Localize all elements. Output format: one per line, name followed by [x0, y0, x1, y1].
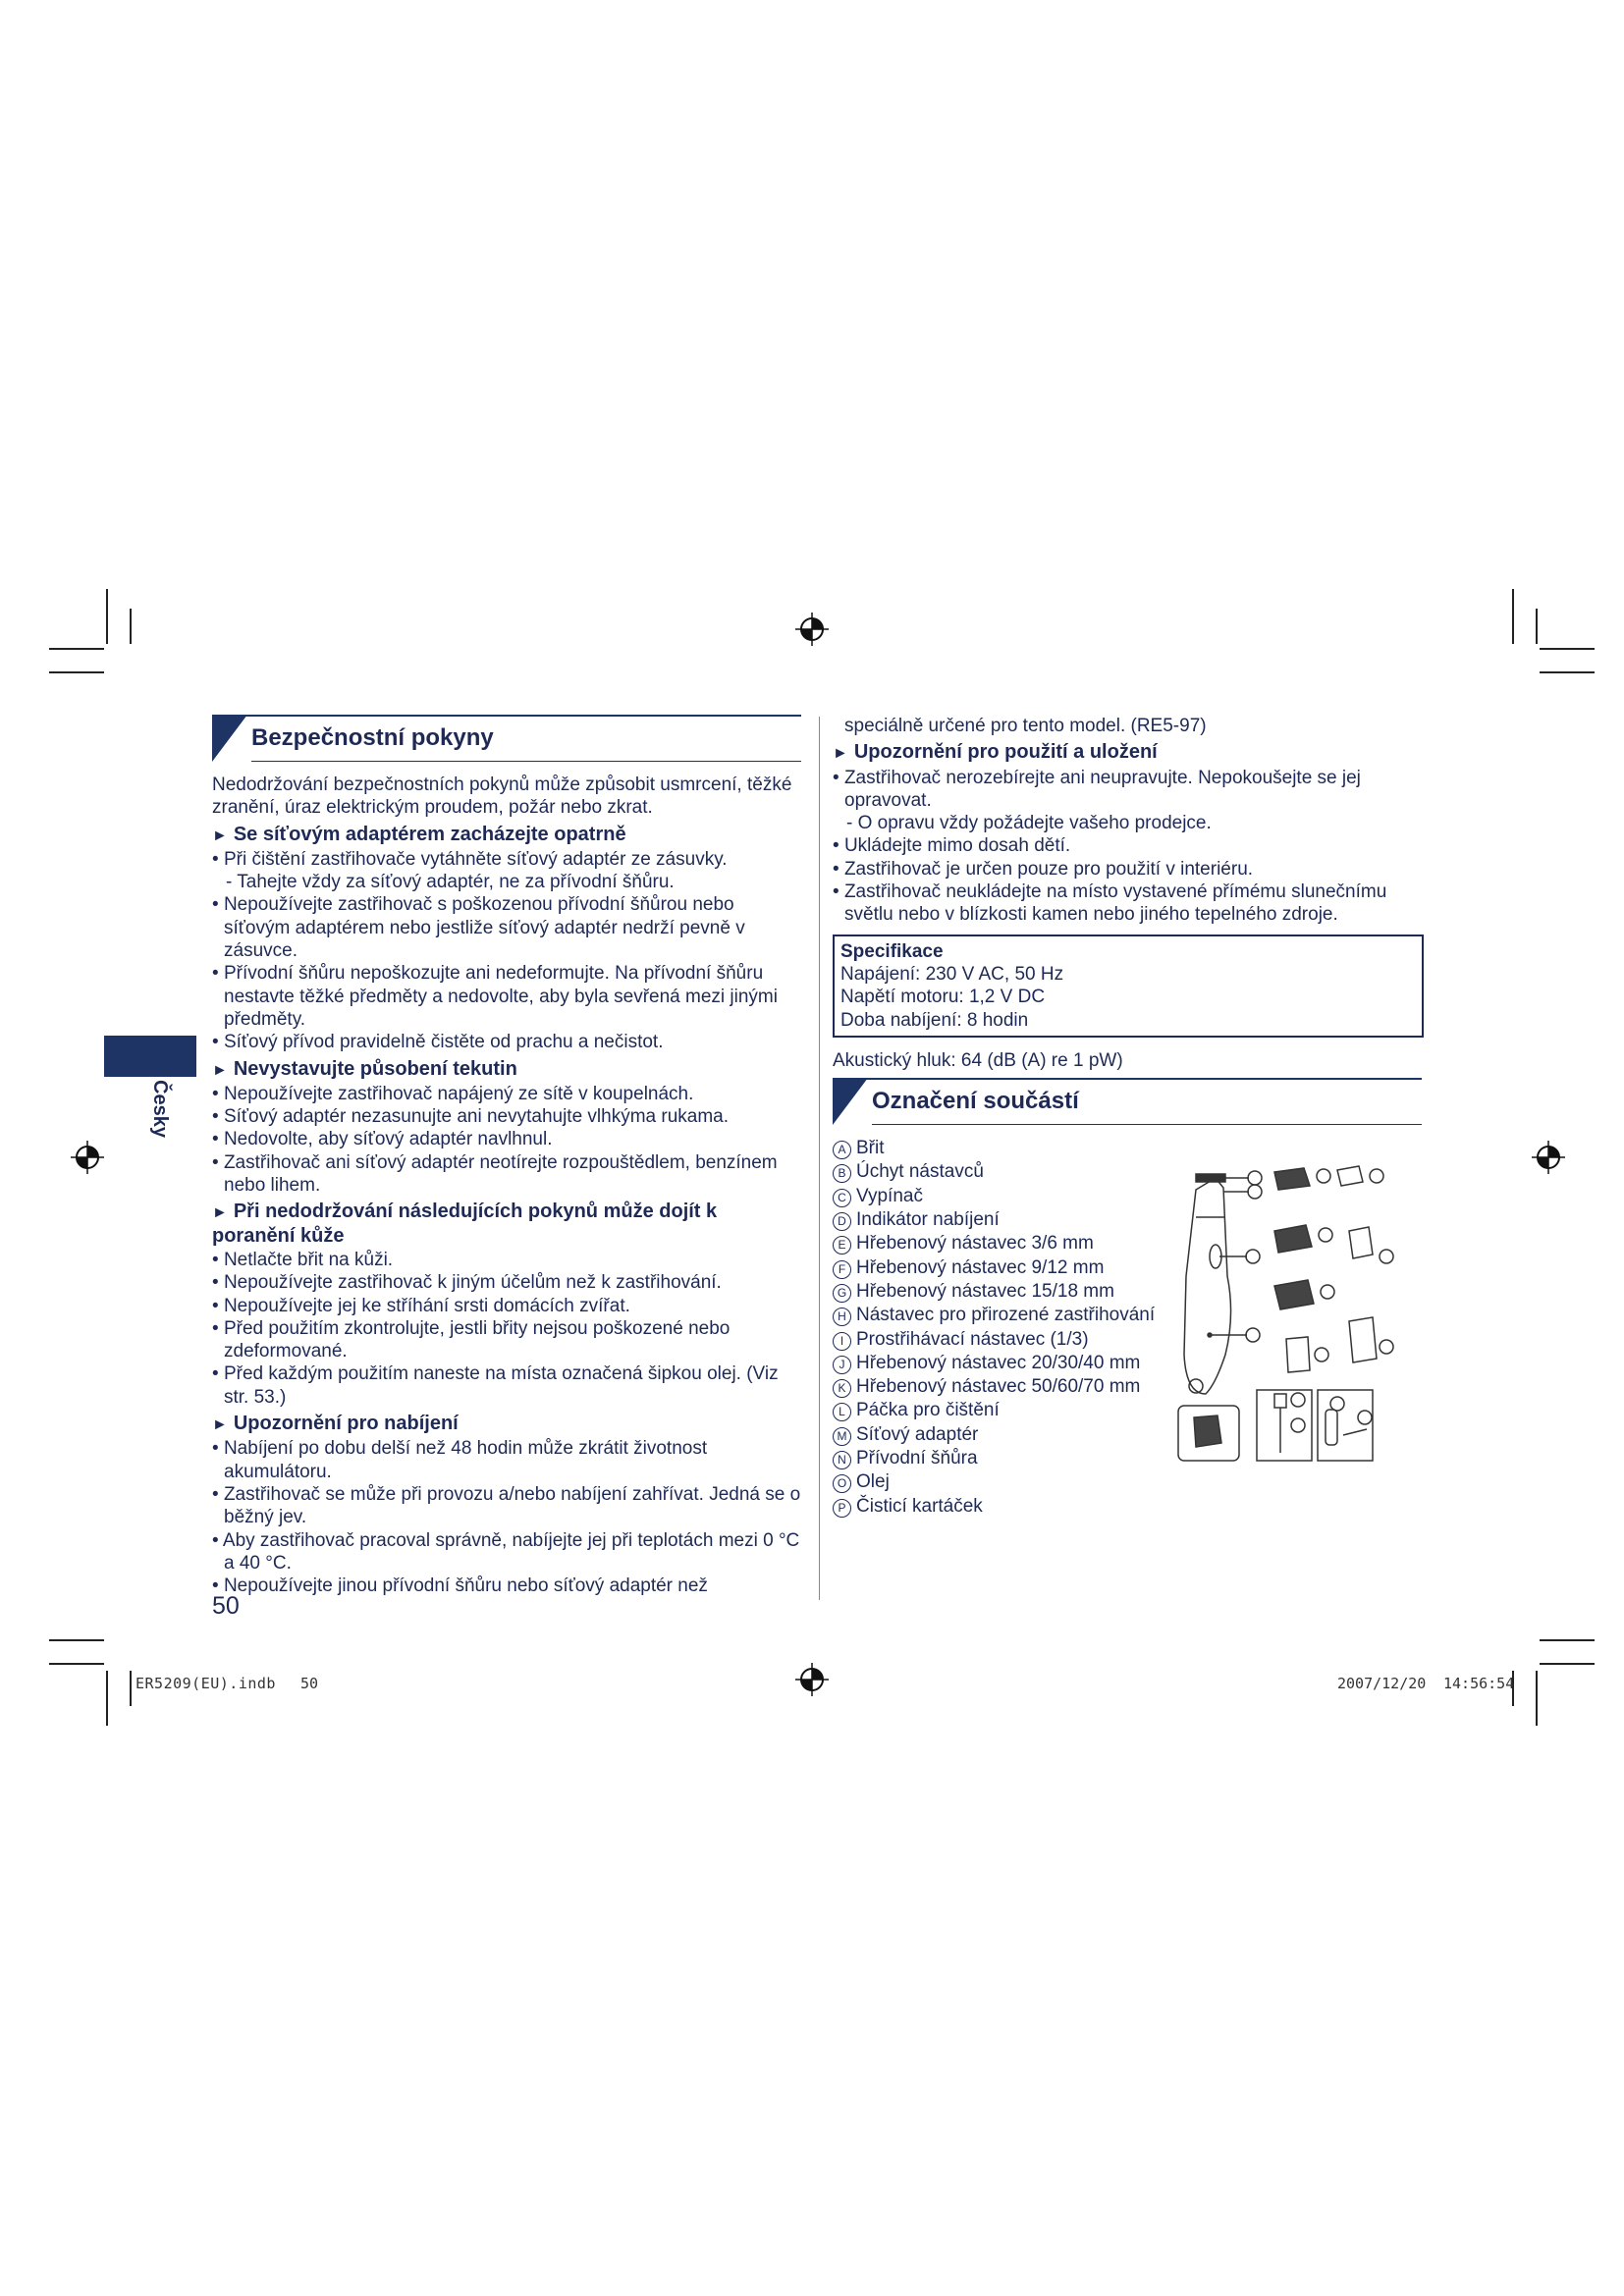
registration-mark-icon [69, 1139, 106, 1176]
bullet-item: • Zastřihovač je určen pouze pro použití v interiéru. [833, 858, 1254, 880]
safety-sections [212, 824, 801, 1598]
crop-mark [1540, 1639, 1595, 1641]
spec-line: Napětí motoru: 1,2 V DC [840, 987, 1046, 1008]
crop-mark [106, 589, 108, 644]
bullet-item: • Nepoužívejte zastřihovač napájený ze sítě v koupelnách. [212, 1083, 694, 1104]
part-item [833, 1423, 1166, 1447]
part-item [833, 1160, 1166, 1184]
subsection-heading: ► Upozornění pro nabíjení [212, 1413, 459, 1435]
part-letter: E [833, 1236, 851, 1255]
parts-list [833, 1137, 1166, 1519]
part-letter: G [833, 1284, 851, 1303]
part-name: Indikátor nabíjení [856, 1209, 1000, 1231]
part-name: Hřebenový nástavec 9/12 mm [856, 1256, 1105, 1278]
part-item [833, 1399, 1166, 1422]
part-item [833, 1280, 1166, 1304]
bullet-item: • Nedovolte, aby síťový adaptér navlhnul. [212, 1129, 553, 1150]
bullet-item: • Síťový přívod pravidelně čistěte od prachu a nečistot. [212, 1032, 664, 1053]
crop-mark [49, 671, 104, 673]
arrow-icon: ► [212, 1204, 228, 1222]
safety-intro: Nedodržování bezpečnostních pokynů může způsobit usmrcení, těžké zranění, úraz elektrickým proudem, požár nebo zkrat. [212, 774, 792, 819]
subsection-heading: ► Při nedodržování následujících pokynů může dojít k poranění kůže [212, 1201, 718, 1247]
section-header [212, 715, 801, 764]
subsection-heading: ► Nevystavujte působení tekutin [212, 1057, 517, 1080]
crop-mark [1536, 609, 1538, 644]
part-letter: N [833, 1451, 851, 1469]
bullet-item: • Nepoužívejte jej ke stříhání srsti domácích zvířat. [212, 1295, 630, 1316]
crop-mark [106, 1671, 108, 1726]
bullet-item: • Zastřihovač nerozebírejte ani neupravujte. Nepokoušejte se jej opravovat. [833, 767, 1361, 811]
bullet-item: • Aby zastřihovač pracoval správně, nabíjejte jej při teplotách mezi 0 °C a 40 °C. [212, 1529, 800, 1574]
part-name: Hřebenový nástavec 3/6 mm [856, 1233, 1094, 1255]
part-letter: D [833, 1212, 851, 1231]
crop-mark [1540, 1663, 1595, 1665]
bullet-item: • Ukládejte mimo dosah dětí. [833, 835, 1071, 857]
part-letter: F [833, 1260, 851, 1279]
part-item [833, 1208, 1166, 1232]
part-letter: M [833, 1427, 851, 1446]
registration-mark-icon [1530, 1139, 1567, 1176]
spec-title: Specifikace [840, 940, 944, 962]
part-letter: B [833, 1164, 851, 1183]
part-item [833, 1447, 1166, 1470]
part-name: Břit [856, 1138, 885, 1159]
bullet-item: • Nabíjení po dobu delší než 48 hodin může zkrátit životnost akumulátoru. [212, 1438, 708, 1482]
part-name: Přívodní šňůra [856, 1448, 978, 1469]
part-item [833, 1256, 1166, 1280]
part-letter: K [833, 1379, 851, 1398]
product-parts-illustration [1176, 1158, 1434, 1482]
part-letter: L [833, 1403, 851, 1421]
part-name: Úchyt nástavců [856, 1161, 984, 1183]
part-item [833, 1352, 1166, 1375]
part-name: Vypínač [856, 1185, 923, 1206]
noise-text: Akustický hluk: 64 (dB (A) re 1 pW) [833, 1049, 1123, 1071]
bullet-item: • Nepoužívejte zastřihovač s poškozenou přívodní šňůrou nebo síťovým adaptérem nebo jestliže síťový adaptér nedrží pevně v zásuvce. [212, 894, 745, 962]
part-item [833, 1304, 1166, 1327]
storage-list [833, 767, 1422, 927]
part-name: Hřebenový nástavec 20/30/40 mm [856, 1352, 1141, 1373]
spec-box [833, 934, 1424, 1038]
part-item [833, 1137, 1166, 1160]
bullet-item: • Před každým použitím naneste na místa označená šipkou olej. (Viz str. 53.) [212, 1363, 779, 1408]
part-name: Páčka pro čištění [856, 1400, 1000, 1421]
crop-mark [1536, 1671, 1538, 1726]
registration-mark-icon [793, 611, 831, 648]
part-item [833, 1328, 1166, 1352]
part-letter: A [833, 1141, 851, 1159]
part-name: Prostřihávací nástavec (1/3) [856, 1328, 1089, 1350]
part-letter: H [833, 1308, 851, 1326]
part-letter: O [833, 1474, 851, 1493]
registration-mark-icon [793, 1661, 831, 1698]
bullet-item: • Síťový adaptér nezasunujte ani nevytahujte vlhkýma rukama. [212, 1106, 730, 1128]
bullet-item: • Zastřihovač neukládejte na místo vystavené přímému slunečnímu světlu nebo v blízkosti kamen nebo jiného tepelného zdroje. [833, 881, 1387, 926]
part-name: Čisticí kartáček [856, 1495, 983, 1517]
part-item [833, 1232, 1166, 1255]
footer-time: 14:56:54 [1443, 1675, 1515, 1692]
part-name: Olej [856, 1471, 890, 1493]
bullet-item: • Netlačte břit na kůži. [212, 1249, 394, 1270]
bullet-item: • Nepoužívejte zastřihovač k jiným účelům než k zastřihování. [212, 1272, 722, 1294]
part-letter: J [833, 1356, 851, 1374]
crop-mark [1512, 589, 1514, 644]
part-letter: C [833, 1189, 851, 1207]
arrow-icon: ► [212, 827, 228, 844]
crop-mark [49, 1663, 104, 1665]
page-number: 50 [212, 1592, 240, 1620]
crop-mark [1540, 671, 1595, 673]
bullet-item: • Při čištění zastřihovače vytáhněte síťový adaptér ze zásuvky. [212, 848, 728, 870]
continuation-text: speciálně určené pro tento model. (RE5-97) [844, 716, 1207, 736]
part-item [833, 1375, 1166, 1399]
spec-line: Napájení: 230 V AC, 50 Hz [840, 963, 1064, 985]
bullet-item: • Nepoužívejte jinou přívodní šňůru nebo síťový adaptér než [212, 1575, 708, 1597]
spec-line: Doba nabíjení: 8 hodin [840, 1009, 1029, 1031]
crop-mark [49, 648, 104, 650]
footer-date: 2007/12/20 [1337, 1675, 1427, 1692]
dash-item: - Tahejte vždy za síťový adaptér, ne za přívodní šňůru. [226, 872, 675, 893]
crop-mark [1540, 648, 1595, 650]
dash-item: - O opravu vždy požádejte vašeho prodejce. [846, 813, 1212, 834]
bullet-item: • Zastřihovač ani síťový adaptér neotírejte rozpouštědlem, benzínem nebo lihem. [212, 1151, 778, 1197]
arrow-icon: ► [212, 1061, 228, 1079]
crop-mark [130, 1671, 132, 1706]
section-title-parts: Označení součástí [872, 1088, 1079, 1115]
section-header [833, 1078, 1422, 1127]
footer-filename: ER5209(EU).indb [135, 1675, 276, 1692]
arrow-icon: ► [212, 1416, 228, 1434]
column-divider [819, 717, 820, 1600]
left-column [212, 715, 801, 1597]
part-letter: I [833, 1332, 851, 1351]
part-item [833, 1185, 1166, 1208]
language-tab [104, 1036, 196, 1077]
part-name: Síťový adaptér [856, 1423, 979, 1445]
part-name: Hřebenový nástavec 15/18 mm [856, 1280, 1114, 1302]
subsection-heading: ► Se síťovým adaptérem zacházejte opatrně [212, 823, 626, 845]
crop-mark [130, 609, 132, 644]
part-name: Hřebenový nástavec 50/60/70 mm [856, 1376, 1141, 1398]
bullet-item: • Přívodní šňůru nepoškozujte ani nedeformujte. Na přívodní šňůru nestavte těžké předměty a nedovolte, aby byla sevřená mezi jinými předměty. [212, 963, 778, 1030]
bullet-item: • Před použitím zkontrolujte, jestli břity nejsou poškozené nebo zdeformované. [212, 1317, 731, 1362]
part-item [833, 1495, 1166, 1519]
storage-heading: ► Upozornění pro použití a uložení [833, 741, 1158, 764]
bullet-item: • Zastřihovač se může při provozu a/nebo nabíjení zahřívat. Jedná se o běžný jev. [212, 1483, 801, 1528]
footer-page: 50 [300, 1675, 319, 1692]
part-name: Nástavec pro přirozené zastřihování [856, 1305, 1156, 1326]
language-label: Česky [149, 1080, 171, 1138]
section-title-safety: Bezpečnostní pokyny [251, 724, 494, 751]
crop-mark [49, 1639, 104, 1641]
part-letter: P [833, 1499, 851, 1518]
part-item [833, 1470, 1166, 1494]
